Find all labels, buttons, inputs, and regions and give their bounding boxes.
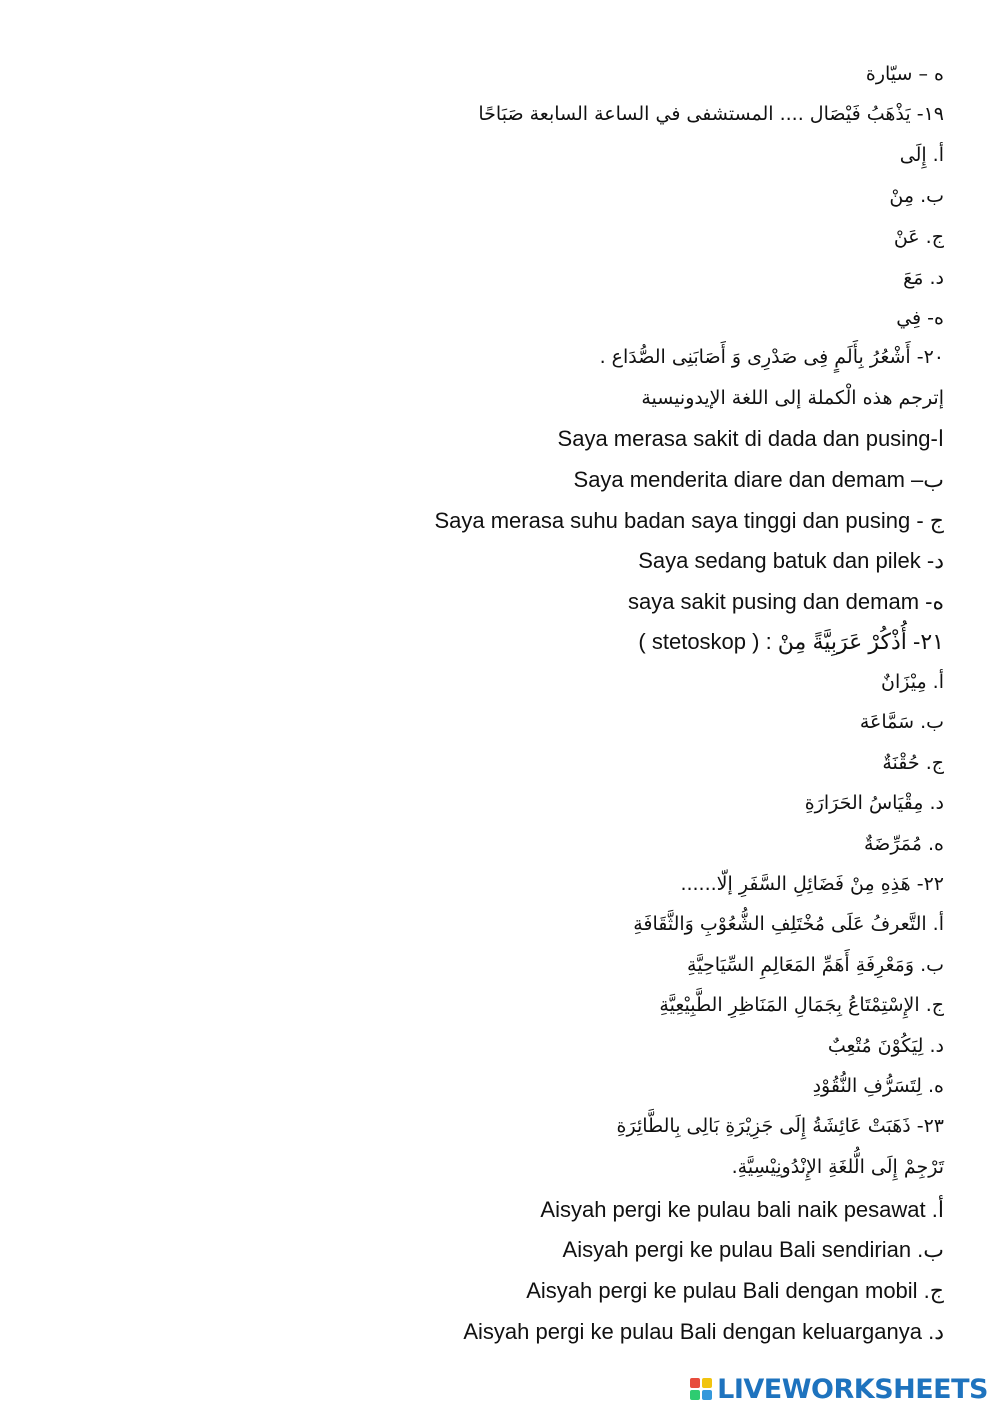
answer-option-line: ه- saya sakit pusing dan demam	[627, 589, 944, 614]
logo-square	[690, 1390, 700, 1400]
answer-option-line: أ. مِيْزَانٌ	[881, 671, 944, 693]
question-22: ٢٢- هَذِهِ مِنْ فَضَائِلِ السَّفَرِ إلّا......	[680, 873, 944, 895]
answer-option-line: ه. مُمَرِّضَةٌ	[864, 833, 944, 855]
answer-option-line: أ. إِلَى	[899, 144, 944, 166]
answer-option-line: ا-Saya merasa sakit di dada dan pusing	[557, 426, 944, 451]
logo-square	[702, 1390, 712, 1400]
answer-option-line: ب. سَمَّاعَة	[859, 711, 944, 733]
logo-square	[690, 1378, 700, 1388]
answer-option-line: د- Saya sedang batuk dan pilek	[638, 548, 944, 573]
logo-square	[702, 1378, 712, 1388]
answer-option-line: ب. مِنْ	[889, 185, 944, 207]
answer-option-line: د. مِقْيَاسُ الحَرَارَةِ	[804, 792, 944, 814]
liveworksheets-logo[interactable]	[690, 1371, 988, 1407]
question-23: ٢٣- ذَهَبَتْ عَائِشَةُ إِلَى جَزِيْرَةِ بَالِى بِالطَّائِرَةِ	[616, 1115, 944, 1137]
answer-option-line: ب. وَمَعْرِفَةِ أَهَمِّ المَعَالِمِ السِّيَاحِيَّةِ	[687, 954, 944, 976]
answer-option-line: ج. حُقْنَةٌ	[882, 752, 944, 774]
answer-option-line: ب. Aisyah pergi ke pulau Bali sendirian	[562, 1237, 944, 1262]
answer-option-line: ه – سيّارة	[865, 63, 944, 85]
answer-option-line: أ. Aisyah pergi ke pulau bali naik pesawat	[540, 1197, 944, 1222]
question-20-instruction: إترجم هذه الْكملة إلى اللغة الإيدونيسية	[641, 387, 944, 409]
logo-grid-icon	[690, 1378, 712, 1400]
answer-option-line: ج. الإِسْتِمْتَاعُ بِجَمَالِ المَنَاظِرِ الطَّبِيْعِيَّةِ	[659, 994, 944, 1016]
question-19: ١٩- يَذْهَبُ فَيْصَال .... المستشفى في الساعة السابعة صَبَاحًا	[478, 103, 944, 125]
answer-option-line: ج. Aisyah pergi ke pulau Bali dengan mobil	[526, 1278, 944, 1303]
question-21: ٢١- أُذْكُرْ عَرَبِيَّةً مِنْ : ( stetoskop )	[638, 629, 944, 654]
answer-option-line: د. لِيَكُوْنَ مُتْعِبٌ	[827, 1035, 944, 1057]
answer-option-line: د. Aisyah pergi ke pulau Bali dengan keluarganya	[463, 1319, 944, 1344]
answer-option-line: ه. لِتَسَرُّفِ النُّقُوْدِ	[812, 1075, 944, 1097]
answer-option-line: د. مَعَ	[903, 267, 944, 289]
answer-option-line: ه- فِي	[896, 307, 944, 329]
answer-option-line: ج - Saya merasa suhu badan saya tinggi dan pusing	[434, 508, 944, 533]
answer-option-line: ب– Saya menderita diare dan demam	[573, 467, 944, 492]
question-20: ٢٠- أَشْعُرُ بِأَلَمٍ فِى صَدْرِى وَ أَصَابَنِى الصُّدَاع .	[599, 346, 944, 368]
answer-option-line: ج. عَنْ	[893, 226, 944, 248]
answer-option-line: أ. التَّعرفُ عَلَى مُخْتَلِفِ الشُّعُوْبِ وَالثَّقَافَةِ	[633, 913, 944, 935]
question-23-instruction: تَرْجِمْ إِلَى الُّلغَةِ الإِنْدُونِيْسِيَّةِ.	[731, 1156, 944, 1178]
logo-text: LIVEWORKSHEETS	[717, 1373, 988, 1405]
